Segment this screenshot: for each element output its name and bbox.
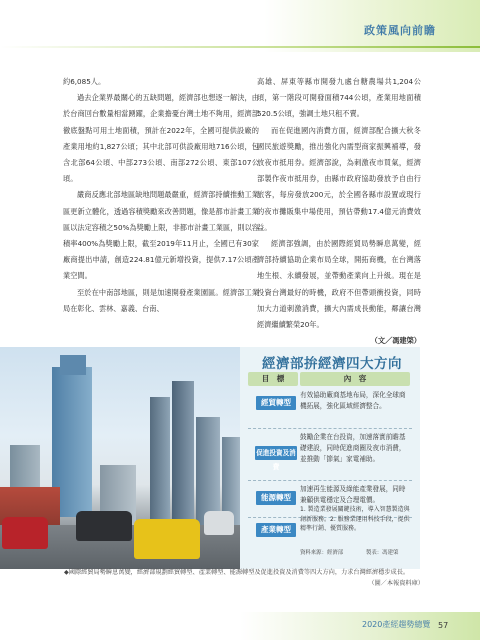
car bbox=[2, 517, 48, 549]
paragraph: 至於在中南部地區，則是加速開發產業園區。經濟部工業局在彰化、雲林、嘉義、台南、 bbox=[63, 287, 259, 313]
goal-label: 促進投資及消費 bbox=[255, 446, 297, 460]
building bbox=[172, 381, 194, 525]
paragraph: 過去企業界最關心的五缺問題，經濟部也想逐一解決，由於台商回台數量相當踴躍，企業擔憂台灣土地不夠用，經濟部徹底盤點可用土地面積，預計在2022年，全國可提供設廠的產業用地約1,827公頃；其中北部可供設廠用地716公頃，包含北部64公頃、中部273公頃、南部272公頃、東部107公頃。 bbox=[63, 93, 259, 184]
row-divider bbox=[248, 428, 412, 429]
article-left-column bbox=[63, 74, 259, 317]
taxi bbox=[134, 519, 200, 559]
goal-label: 經貿轉型 bbox=[256, 396, 296, 410]
car bbox=[76, 511, 132, 541]
goal-content: 有效協助廠商基地布局，深化全球商機拓展，強化區域經濟整合。 bbox=[300, 391, 406, 411]
figure-caption bbox=[64, 568, 424, 589]
goal-label: 產業轉型 bbox=[256, 523, 296, 537]
goal-content: 鼓勵企業在台投資，加速落實前瞻基礎建設，同時促進商圈及夜市消費，並推動「節氣」家電補助。 bbox=[300, 433, 406, 464]
building bbox=[150, 397, 170, 525]
caption-credit: （圖／本報資料庫） bbox=[368, 579, 424, 587]
byline: （文／馮建棨） bbox=[370, 336, 421, 346]
chart-maker: 製表：馮建棨 bbox=[366, 550, 399, 556]
building bbox=[60, 355, 86, 375]
section-title: 政策風向前瞻 bbox=[364, 24, 436, 37]
row-divider bbox=[248, 480, 412, 481]
paragraph: 嚴商反應北部地區缺地問題最嚴重，經濟部持續推動工業區更新立體化，透過容積獎勵來改善問題，像是都市計畫工業區以法定容積之50%為獎勵上限，非都市計畫工業區，則以容積率400%為獎勵上限，截至2019年11月止，全國已有30家廠商提出申請，創造224.81億元新增投資，提供7.17公頃產業空間。 bbox=[63, 190, 259, 281]
goal-content: 加速再生能源及綠能產業發展，同時兼顧供電穩定及合理電價。 bbox=[300, 485, 406, 505]
publication-name: 2020產經趨勢總覽 bbox=[362, 620, 431, 629]
car bbox=[204, 511, 234, 535]
building bbox=[196, 417, 220, 525]
city-photo bbox=[0, 347, 240, 569]
page-number: 57 bbox=[438, 621, 449, 630]
column-header-content: 內 容 bbox=[300, 372, 410, 386]
header-rule bbox=[0, 46, 480, 48]
chart-title: 經濟部拚經濟四大方向 bbox=[262, 356, 402, 372]
goal-content: 1. 製造業發展關鍵技術，導入智慧製造與創新服務。2. 服務業運用科技手段，提供精準行銷、優質服務。 bbox=[300, 506, 410, 533]
paragraph: 高雄、屏東等縣市開發九處台糖農場共1,204公頃，第一階段可開發面積744公頃，產業用地面積520.5公頃，強調土地只租不賣。 bbox=[257, 77, 421, 119]
paragraph: 經濟部強調，由於國際經貿局勢瞬息萬變，經濟部持續協助企業布局全球，開拓商機，在台灣落地生根、永續發展，並帶動產業向上升級。現在是投資台灣最好的時機，政府不但帶頭衝投資，同時加大力道刺激消費，擴大內需成長動能，鄰讓台灣經濟繼續繁榮20年。 bbox=[257, 239, 421, 330]
column-header-goal: 目 標 bbox=[248, 372, 298, 386]
goal-label: 能源轉型 bbox=[256, 491, 296, 505]
article-right-column bbox=[257, 74, 421, 349]
paragraph: 約6,085人。 bbox=[63, 77, 106, 86]
caption-text: ◆國際經貿局勢瞬息萬變，經濟部規劃經貿轉型、產業轉型、能源轉型及促進投資及消費等四大方向，力求台灣經濟穩步成長。 bbox=[64, 569, 410, 576]
paragraph: 而在促進國內消費方面，經濟部配合擴大秋冬國民旅遊獎勵，推出強化內需型商家振興補導，發放夜市抵用券。經濟部說，為刺激夜市買氣，經濟部製作夜市抵用券，由縣市政府協助發放予自由行旅客，每房發放200元，於全國各縣市設置或現行的夜市攤販集中場使用，預估帶動17.4億元消費效益。 bbox=[257, 125, 421, 232]
chart-source: 資料來源：經濟部 bbox=[300, 550, 344, 556]
